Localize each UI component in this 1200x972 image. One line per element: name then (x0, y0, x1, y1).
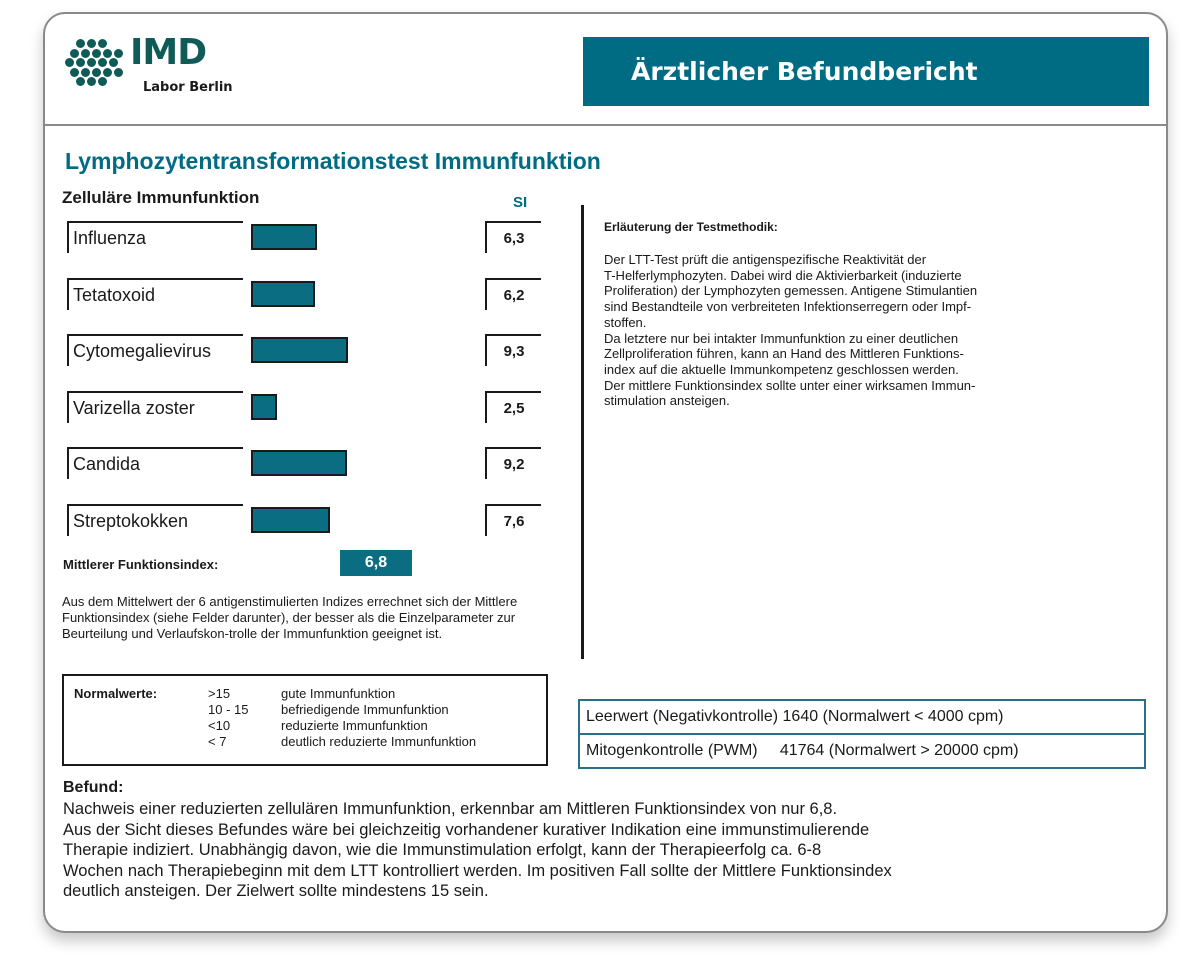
mfi-description: Aus dem Mittelwert der 6 antigenstimulierten Indizes errechnet sich der Mittlere Funktionsindex (siehe Felder darunter), der besser als die Einzelparameter zur Beurteilung und Verlaufskon-trolle der Immunfunktion geeignet ist. (62, 594, 518, 641)
logo-dot (103, 68, 112, 77)
normal-range: <10 (208, 718, 231, 733)
si-bar (251, 281, 315, 307)
logo-dot (114, 49, 123, 58)
antigen-label: Varizella zoster (67, 391, 243, 423)
page-title: Lymphozytentransformationstest Immunfunktion (65, 148, 601, 174)
normal-range: < 7 (208, 734, 227, 749)
report-title-banner: Ärztlicher Befundbericht (583, 37, 1149, 106)
report-frame (43, 12, 1168, 933)
explanation-text (604, 252, 1124, 409)
logo-dot (103, 49, 112, 58)
explanation-line: Der mittlere Funktionsindex sollte unter einer wirksamen Immun- (604, 377, 976, 393)
control-mitogen: Mitogenkontrolle (PWM) 41764 (Normalwert > 20000 cpm) (580, 733, 1144, 767)
explanation-line: Zellproliferation führen, kann an Hand des Mittleren Funktions- (604, 346, 964, 362)
explanation-line: T-Helferlymphozyten. Dabei wird die Aktivierbarkeit (induzierte (604, 267, 962, 283)
logo-dot (65, 58, 74, 67)
logo-dot (92, 68, 101, 77)
befund-line: Aus der Sicht dieses Befundes wäre bei gleichzeitig vorhandener kurativer Indikation eine immunstimulierende (63, 820, 870, 839)
si-value: 9,3 (485, 334, 541, 366)
section-title: Zelluläre Immunfunktion (62, 188, 260, 207)
logo-dot (114, 68, 123, 77)
si-bar (251, 394, 277, 420)
control-negative: Leerwert (Negativkontrolle) 1640 (Normalwert < 4000 cpm) (586, 708, 1004, 725)
logo-dot (87, 77, 96, 86)
befund-line: Therapie indiziert. Unabhängig davon, wie die Immunstimulation erfolgt, kann der Therapieerfolg ca. 6-8 (63, 841, 822, 859)
si-value: 7,6 (485, 504, 541, 536)
si-column-header: SI (513, 194, 528, 211)
logo-subtitle: Labor Berlin (143, 80, 233, 95)
explanation-line: Da letztere nur bei intakter Immunfunktion zu einer deutlichen (604, 330, 959, 346)
logo-dot (70, 68, 79, 77)
logo-text: IMD (130, 32, 207, 73)
antigen-label: Tetatoxoid (67, 278, 243, 310)
si-bar (251, 507, 330, 533)
controls-table (578, 699, 1146, 769)
explanation-line: Der LTT-Test prüft die antigenspezifische Reaktivität der (604, 252, 927, 267)
si-bar (251, 337, 348, 363)
normal-desc: deutlich reduzierte Immunfunktion (281, 734, 477, 749)
logo-dot (98, 77, 107, 86)
logo-dot (81, 68, 90, 77)
befund-text (63, 799, 1153, 902)
si-bar (251, 224, 317, 250)
explanation-line: stoffen. (604, 314, 647, 330)
si-value: 2,5 (485, 391, 541, 423)
antigen-label: Influenza (67, 221, 243, 253)
antigen-label: Cytomegalievirus (67, 334, 243, 366)
normal-range: 10 - 15 (208, 702, 249, 717)
logo-dot (76, 39, 85, 48)
explanation-line: index auf die aktuelle Immunkompetenz geschlossen werden. (604, 361, 959, 377)
logo-dot (87, 39, 96, 48)
logo-dot (92, 49, 101, 58)
normal-desc: befriedigende Immunfunktion (281, 702, 449, 717)
mfi-label: Mittlerer Funktionsindex: (63, 557, 219, 572)
normal-values-box (62, 674, 548, 766)
logo-dot (76, 58, 85, 67)
logo-dot (81, 49, 90, 58)
si-bar (251, 450, 347, 476)
logo-dot (109, 58, 118, 67)
normal-desc: gute Immunfunktion (281, 686, 396, 701)
befund-line: Wochen nach Therapiebeginn mit dem LTT kontrolliert werden. Im positiven Fall sollte der Mittlere Funktionsindex (63, 861, 892, 880)
befund-line: deutlich ansteigen. Der Zielwert sollte mindestens 15 sein. (63, 882, 489, 900)
explanation-line: Proliferation) der Lymphozyten gemessen. Antigene Stimulantien (604, 283, 978, 299)
vertical-divider (581, 205, 584, 659)
logo-dot (76, 77, 85, 86)
logo-dot (98, 39, 107, 48)
imd-logo (65, 32, 265, 106)
explanation-line: sind Bestandteile von verbreiteten Infektionserregern oder Impf- (604, 299, 972, 315)
normal-desc: reduzierte Immunfunktion (281, 718, 428, 733)
befund-title: Befund: (63, 779, 124, 796)
befund-line: Nachweis einer reduzierten zellulären Immunfunktion, erkennbar am Mittleren Funktionsindex von nur 6,8. (63, 800, 838, 818)
logo-dot (87, 58, 96, 67)
logo-dot (98, 58, 107, 67)
logo-dot (70, 49, 79, 58)
antigen-label: Candida (67, 447, 243, 479)
antigen-label: Streptokokken (67, 504, 243, 536)
si-value: 9,2 (485, 447, 541, 479)
explanation-title: Erläuterung der Testmethodik: (604, 220, 778, 234)
header-divider (45, 124, 1166, 126)
normal-values-title: Normalwerte: (74, 686, 158, 701)
explanation-line: stimulation ansteigen. (604, 393, 730, 409)
normal-range: >15 (208, 686, 231, 701)
si-value: 6,2 (485, 278, 541, 310)
mfi-value: 6,8 (340, 550, 412, 576)
si-value: 6,3 (485, 221, 541, 253)
